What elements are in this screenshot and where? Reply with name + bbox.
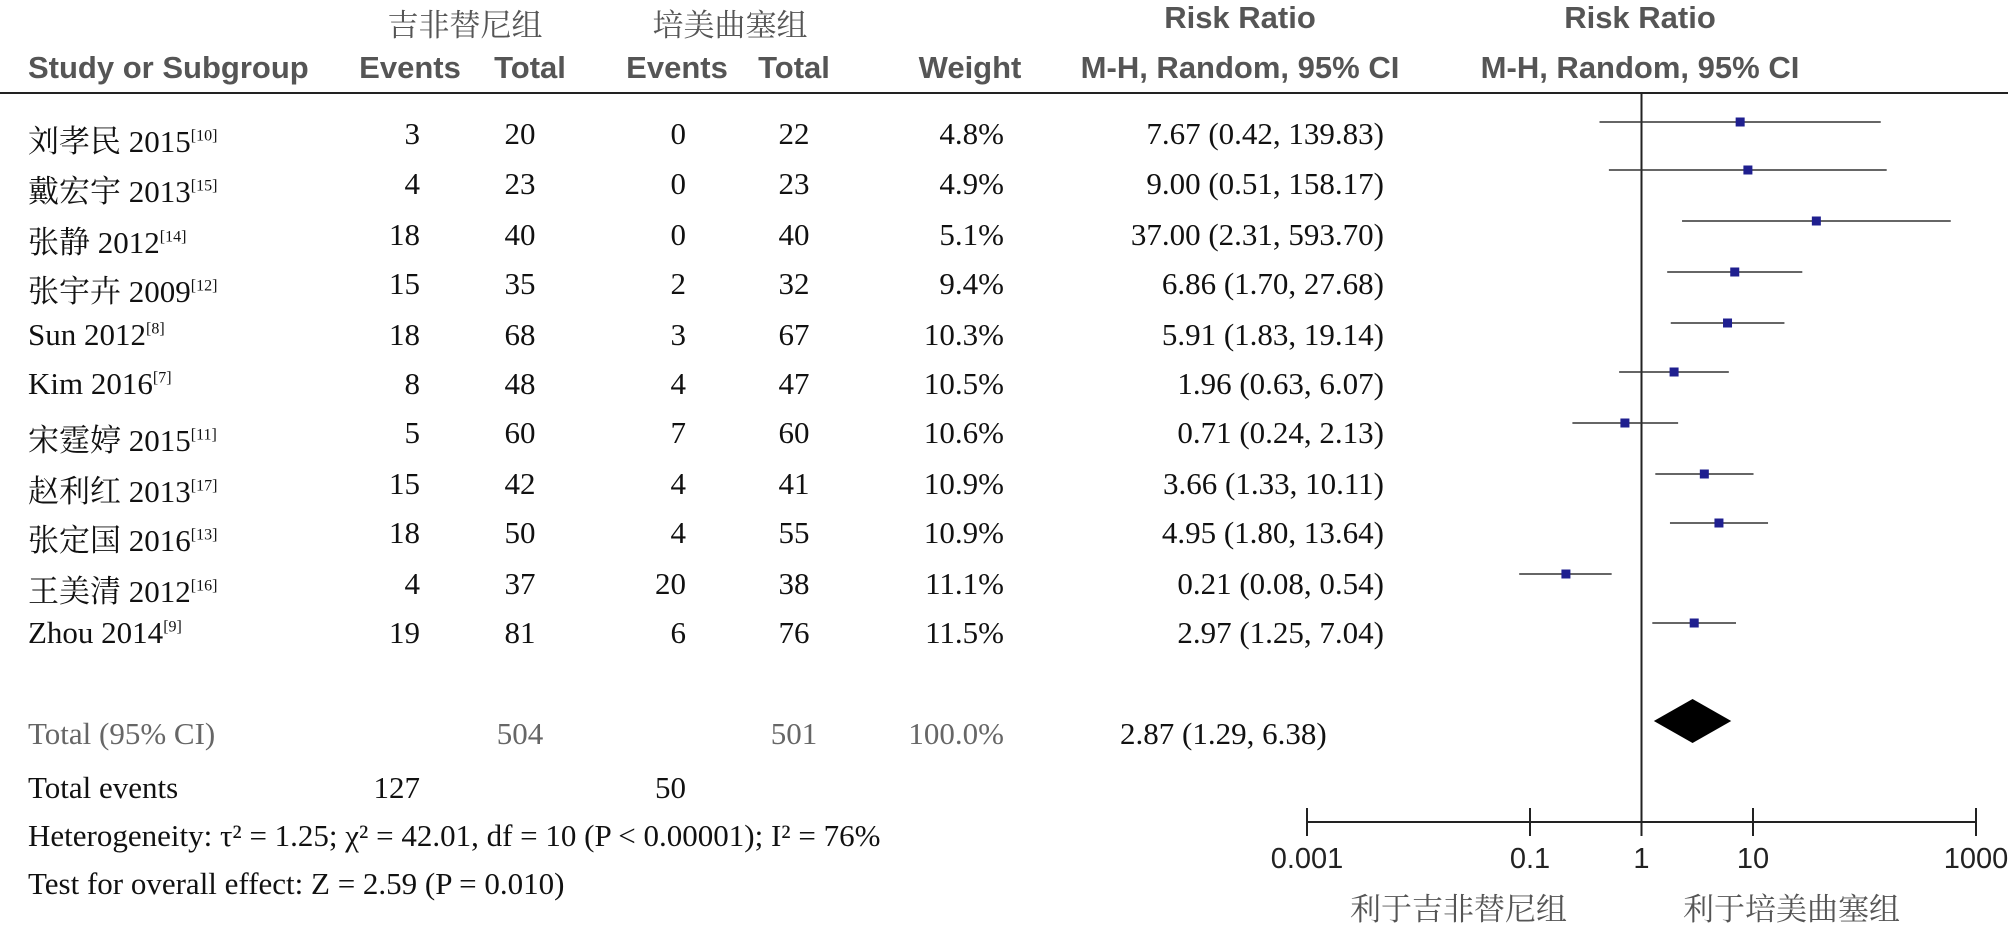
study-reference: [10] <box>190 127 218 145</box>
total-ctrl: 23 <box>778 166 810 201</box>
weight-value: 10.3% <box>923 317 1004 352</box>
events-ctrl: 0 <box>670 116 686 151</box>
favours-right-label: 利于培美曲塞组 <box>1683 892 1900 928</box>
risk-ratio-ci: 6.86 (1.70, 27.68) <box>1161 266 1384 301</box>
point-estimate-marker <box>1670 368 1679 377</box>
risk-ratio-ci: 1.96 (0.63, 6.07) <box>1177 366 1384 401</box>
total-events-label: Total events <box>28 770 179 805</box>
events-ctrl: 0 <box>670 166 686 201</box>
study-reference: [13] <box>190 526 218 544</box>
study-reference: [15] <box>190 177 218 195</box>
point-estimate-marker <box>1743 166 1752 175</box>
risk-ratio-header-right: Risk Ratio <box>1564 0 1716 35</box>
risk-ratio-ci: 3.66 (1.33, 10.11) <box>1163 466 1384 501</box>
weight-value: 9.4% <box>939 266 1004 301</box>
events-exp: 8 <box>404 366 420 401</box>
events-exp: 15 <box>389 466 420 501</box>
total-n2: 501 <box>770 716 818 751</box>
total-exp: 40 <box>504 217 536 252</box>
weight-value: 10.5% <box>923 366 1004 401</box>
events-ctrl: 6 <box>670 615 686 650</box>
total-ci: 2.87 (1.29, 6.38) <box>1120 716 1327 751</box>
risk-ratio-header-left: Risk Ratio <box>1164 0 1316 35</box>
events-exp: 3 <box>404 116 420 151</box>
x-tick-label: 10 <box>1736 843 1770 875</box>
study-name-text: 王美清 2012 <box>28 574 191 609</box>
events-ctrl: 2 <box>670 266 686 301</box>
total-ctrl: 32 <box>778 266 810 301</box>
events-ctrl: 4 <box>670 515 686 550</box>
events-exp: 18 <box>389 317 420 352</box>
total-ctrl: 40 <box>778 217 810 252</box>
point-estimate-marker <box>1714 519 1723 528</box>
events-ctrl: 4 <box>670 466 686 501</box>
method-header-left: M-H, Random, 95% CI <box>1080 50 1400 85</box>
events-exp: 4 <box>404 166 420 201</box>
study-name-text: 张宇卉 2009 <box>28 274 191 309</box>
study-name-text: 刘孝民 2015 <box>28 124 191 159</box>
total-exp: 20 <box>504 116 536 151</box>
total-exp: 42 <box>504 466 536 501</box>
weight-value: 11.1% <box>925 566 1004 601</box>
overall-effect-text: Test for overall effect: Z = 2.59 (P = 0.010) <box>28 866 565 901</box>
total-exp: 35 <box>504 266 536 301</box>
point-estimate-marker <box>1620 419 1629 428</box>
weight-value: 10.9% <box>923 515 1004 550</box>
total-ctrl: 67 <box>778 317 810 352</box>
total-exp: 48 <box>504 366 536 401</box>
events-exp: 4 <box>404 566 420 601</box>
weight-value: 10.6% <box>923 415 1004 450</box>
total-exp: 60 <box>504 415 536 450</box>
total-events-e2: 50 <box>655 770 686 805</box>
risk-ratio-ci: 37.00 (2.31, 593.70) <box>1130 217 1384 252</box>
risk-ratio-ci: 9.00 (0.51, 158.17) <box>1146 166 1384 201</box>
point-estimate-marker <box>1561 570 1570 579</box>
weight-value: 5.1% <box>939 217 1004 252</box>
total-ctrl: 55 <box>778 515 810 550</box>
events-ctrl: 20 <box>655 566 686 601</box>
study-name-text: Sun 2012 <box>28 317 146 352</box>
study-reference: [11] <box>190 426 217 444</box>
events-exp: 19 <box>389 615 420 650</box>
risk-ratio-ci: 0.21 (0.08, 0.54) <box>1177 566 1384 601</box>
group-ctrl-header: 培美曲塞组 <box>652 8 808 44</box>
study-reference: [8] <box>146 320 165 338</box>
favours-left-label: 利于吉非替尼组 <box>1350 892 1567 928</box>
pooled-estimate-diamond <box>1654 699 1731 743</box>
point-estimate-marker <box>1700 470 1709 479</box>
total-ctrl: 47 <box>778 366 810 401</box>
study-reference: [7] <box>152 369 172 387</box>
total-ctrl: 76 <box>778 615 810 650</box>
events-ctrl: 7 <box>670 415 686 450</box>
x-tick-label: 0.1 <box>1509 843 1551 875</box>
weight-value: 11.5% <box>925 615 1004 650</box>
x-tick-label: 1 <box>1633 843 1650 875</box>
study-column-header: Study or Subgroup <box>28 50 309 85</box>
study-reference: [17] <box>190 477 218 495</box>
study-name-text: 赵利红 2013 <box>28 474 191 509</box>
events-ctrl: 3 <box>670 317 686 352</box>
total-exp: 23 <box>504 166 536 201</box>
study-reference: [16] <box>190 577 218 595</box>
events-exp: 18 <box>389 515 420 550</box>
events-exp: 15 <box>389 266 420 301</box>
total-ctrl: 38 <box>778 566 810 601</box>
study-name-text: 戴宏宇 2013 <box>28 174 191 209</box>
study-name-text: 张定国 2016 <box>28 523 191 558</box>
risk-ratio-ci: 0.71 (0.24, 2.13) <box>1177 415 1384 450</box>
risk-ratio-ci: 7.67 (0.42, 139.83) <box>1146 116 1384 151</box>
total-exp: 81 <box>504 615 536 650</box>
study-reference: [9] <box>163 618 182 636</box>
total-ctrl: 22 <box>778 116 810 151</box>
weight-value: 4.8% <box>939 116 1004 151</box>
weight-header: Weight <box>918 50 1022 85</box>
total-exp: 50 <box>504 515 536 550</box>
total-ctrl: 60 <box>778 415 810 450</box>
events-ctrl: 4 <box>670 366 686 401</box>
point-estimate-marker <box>1723 319 1732 328</box>
events-ctrl-header: Events <box>626 50 728 85</box>
weight-value: 4.9% <box>939 166 1004 201</box>
study-name-text: Kim 2016 <box>28 366 153 401</box>
risk-ratio-ci: 2.97 (1.25, 7.04) <box>1177 615 1384 650</box>
point-estimate-marker <box>1812 217 1821 226</box>
study-name-text: Zhou 2014 <box>28 615 164 650</box>
total-label: Total (95% CI) <box>28 716 216 751</box>
total-exp: 37 <box>504 566 536 601</box>
group-exp-header: 吉非替尼组 <box>387 8 543 44</box>
events-exp: 5 <box>404 415 420 450</box>
weight-value: 10.9% <box>923 466 1004 501</box>
events-exp: 18 <box>389 217 420 252</box>
study-name-text: 张静 2012 <box>28 225 160 260</box>
study-reference: [14] <box>159 228 187 246</box>
events-ctrl: 0 <box>670 217 686 252</box>
total-weight: 100.0% <box>908 716 1004 751</box>
risk-ratio-ci: 5.91 (1.83, 19.14) <box>1161 317 1384 352</box>
x-tick-label: 1000 <box>1943 843 2008 875</box>
study-reference: [12] <box>190 277 218 295</box>
risk-ratio-ci: 4.95 (1.80, 13.64) <box>1161 515 1384 550</box>
total-n1: 504 <box>496 716 544 751</box>
point-estimate-marker <box>1690 619 1699 628</box>
heterogeneity-text: Heterogeneity: τ² = 1.25; χ² = 42.01, df = 10 (P < 0.00001); I² = 76% <box>28 818 881 853</box>
total-exp-header: Total <box>494 50 566 85</box>
total-ctrl: 41 <box>778 466 810 501</box>
point-estimate-marker <box>1736 118 1745 127</box>
point-estimate-marker <box>1730 268 1739 277</box>
events-exp-header: Events <box>359 50 461 85</box>
method-header-right: M-H, Random, 95% CI <box>1480 50 1800 85</box>
total-exp: 68 <box>504 317 536 352</box>
x-tick-label: 0.001 <box>1270 843 1344 875</box>
study-name-text: 宋霆婷 2015 <box>28 423 191 458</box>
total-ctrl-header: Total <box>758 50 830 85</box>
total-events-e1: 127 <box>373 770 420 805</box>
